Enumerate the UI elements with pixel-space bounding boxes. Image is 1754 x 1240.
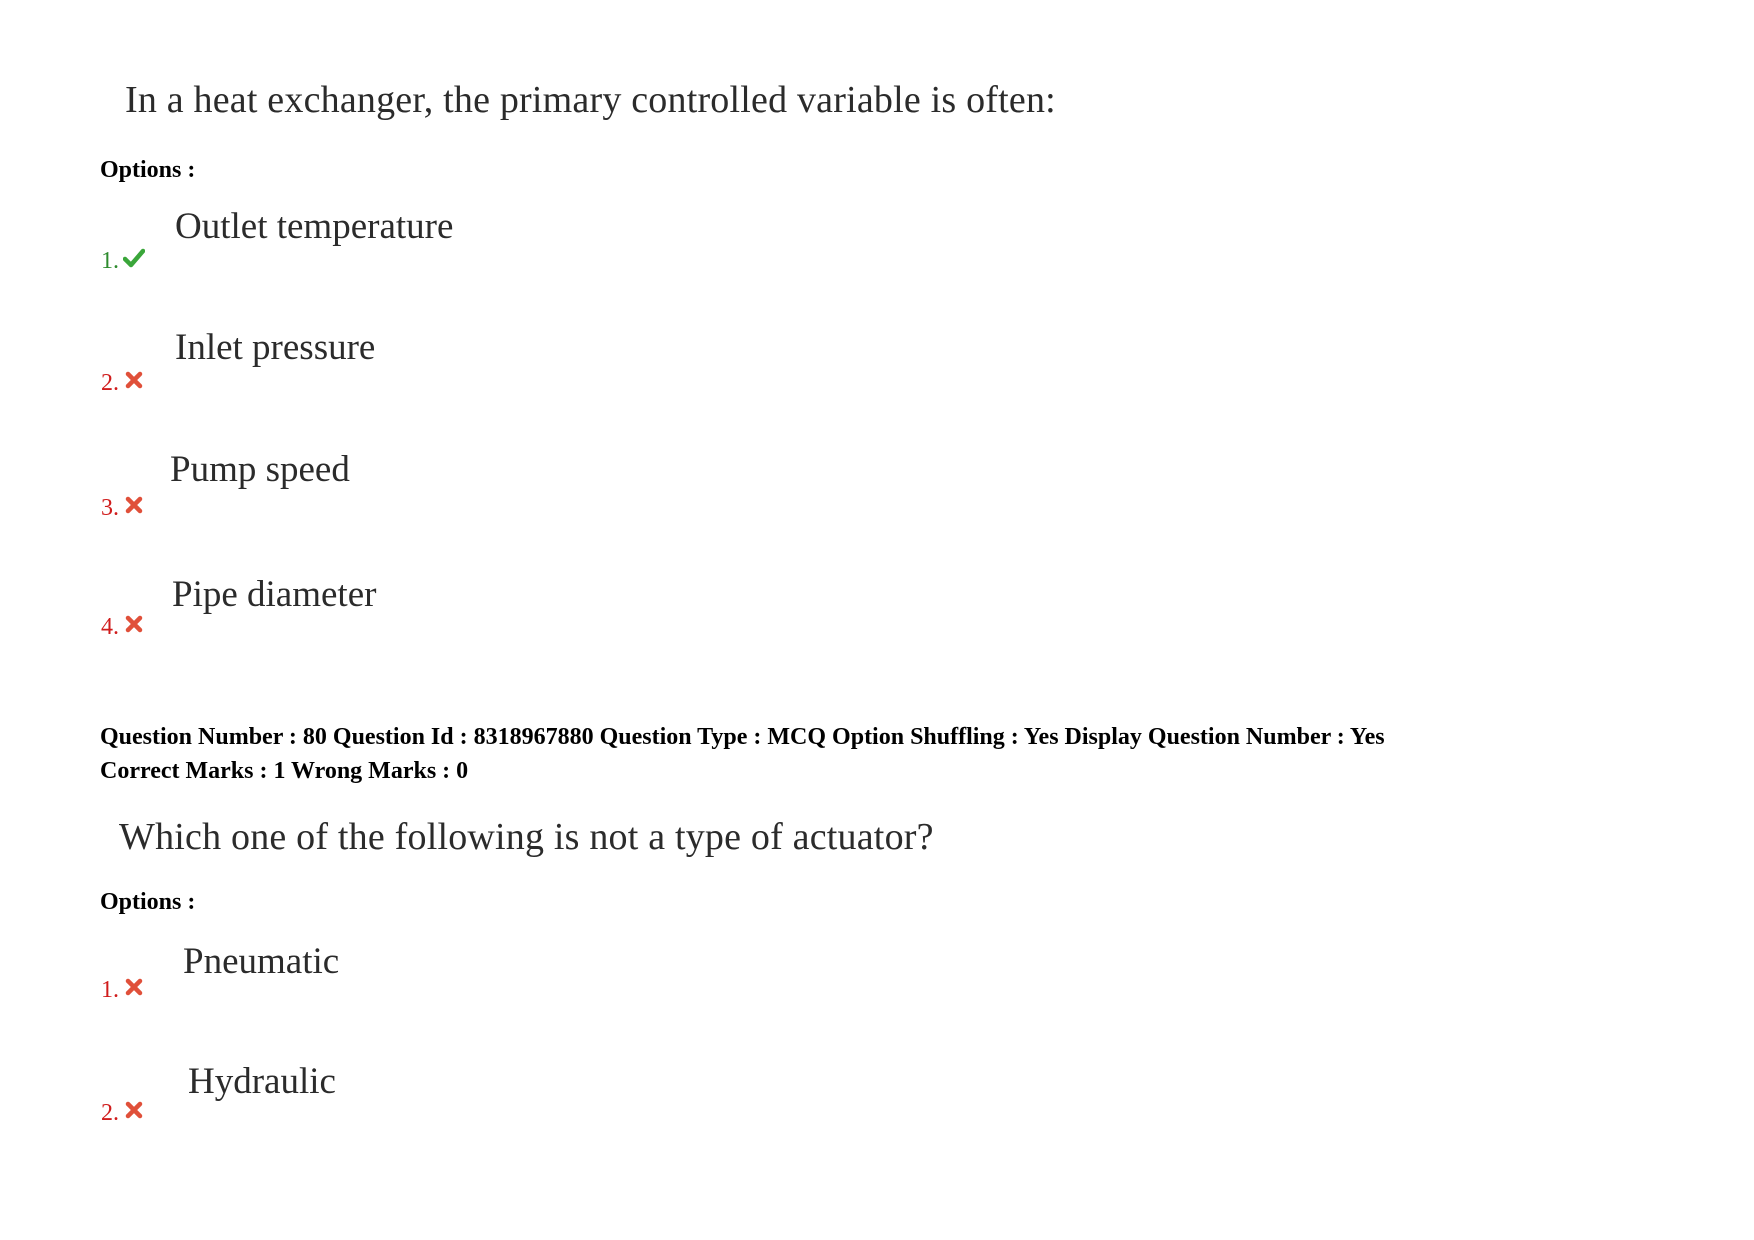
question-2-option-2-marker xyxy=(101,1100,145,1127)
question-2-option-1-marker xyxy=(101,977,145,1004)
option-number: 1. xyxy=(101,977,119,1003)
question-2-text: Which one of the following is not a type of actuator? xyxy=(119,816,934,858)
option-number: 1. xyxy=(101,248,119,274)
question-1-option-1-marker xyxy=(101,248,145,275)
question-2-option-1-text: Pneumatic xyxy=(183,941,340,982)
question-1-option-2-marker xyxy=(101,370,145,397)
question-2-meta-line-1: Question Number : 80 Question Id : 8318967880 Question Type : MCQ Option Shuffling : Yes Display Question Number : Yes xyxy=(100,724,1385,750)
option-number: 4. xyxy=(101,614,119,640)
cross-icon xyxy=(123,1100,145,1120)
question-1-options-label: Options : xyxy=(100,157,196,183)
cross-icon xyxy=(123,495,145,515)
question-1-option-2-text: Inlet pressure xyxy=(175,327,376,368)
question-1-option-4-text: Pipe diameter xyxy=(172,574,377,615)
cross-icon xyxy=(123,370,145,390)
cross-icon xyxy=(123,977,145,997)
question-1-text: In a heat exchanger, the primary controlled variable is often: xyxy=(125,79,1056,121)
question-2-option-2-text: Hydraulic xyxy=(188,1061,336,1102)
question-1-option-4-marker xyxy=(101,614,145,641)
question-1-option-1-text: Outlet temperature xyxy=(175,206,454,247)
question-2-options-label: Options : xyxy=(100,889,196,915)
option-number: 2. xyxy=(101,370,119,396)
check-icon xyxy=(123,248,145,268)
question-1-option-3-text: Pump speed xyxy=(170,449,350,490)
question-1-option-3-marker xyxy=(101,495,145,522)
question-2-meta-line-2: Correct Marks : 1 Wrong Marks : 0 xyxy=(100,758,469,784)
option-number: 3. xyxy=(101,495,119,521)
cross-icon xyxy=(123,614,145,634)
option-number: 2. xyxy=(101,1100,119,1126)
